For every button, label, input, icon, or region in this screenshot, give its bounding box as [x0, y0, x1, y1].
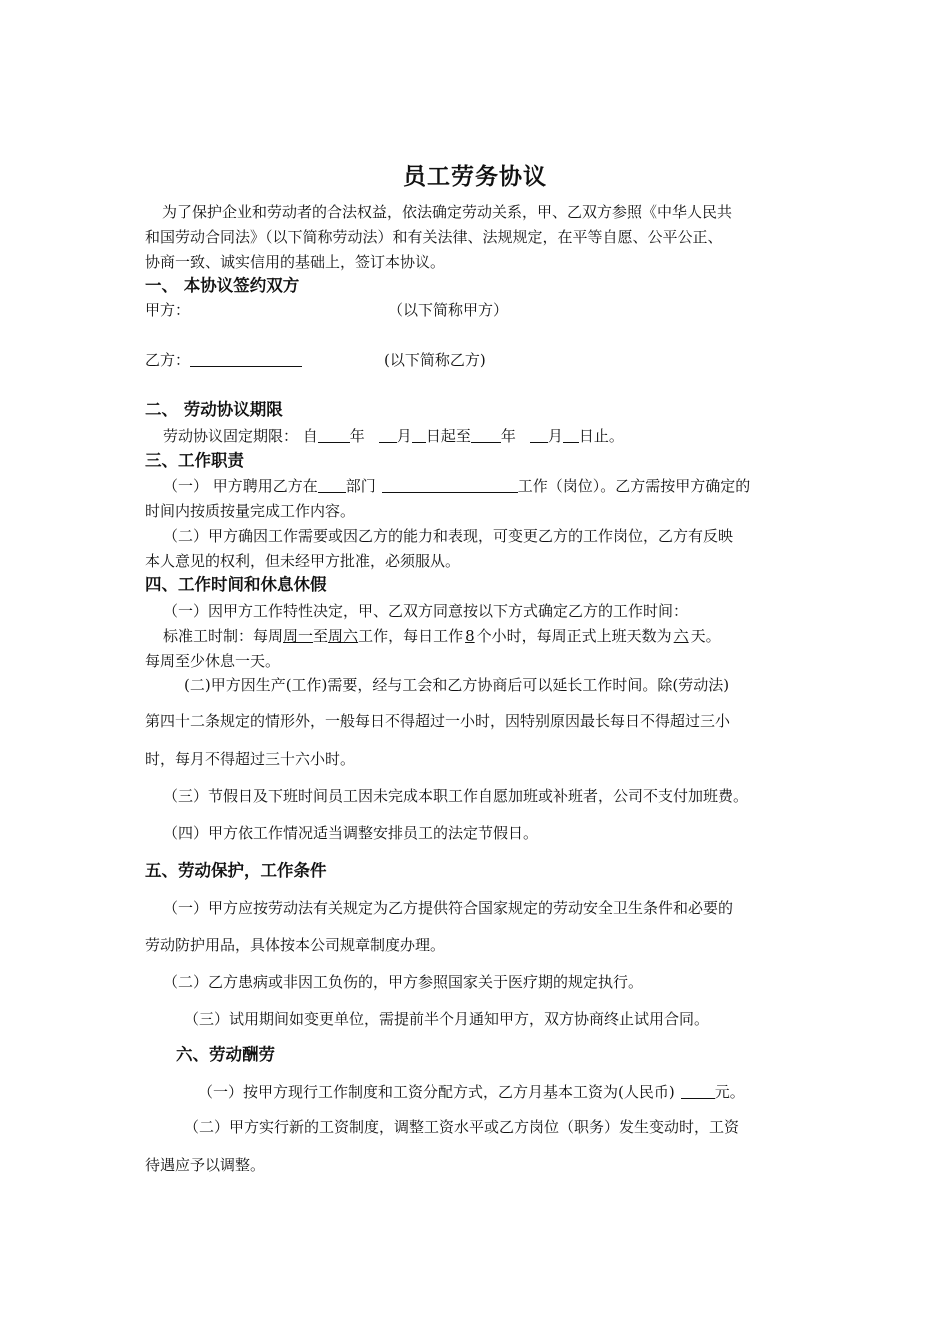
probation-line: （三）试用期间如变更单位，需提前半个月通知甲方，双方协商终止试用合同。 — [184, 1010, 710, 1028]
term-end-month-blank — [530, 427, 548, 443]
term-end-month-label: 月 — [547, 427, 563, 445]
term-year-label: 年 — [349, 427, 365, 445]
intro-line-3: 协商一致、诚实信用的基础上，签订本协议。 — [145, 253, 446, 271]
section-5-heading: 五、劳动保护，工作条件 — [145, 861, 327, 880]
party-a-label: 甲方： — [145, 301, 191, 319]
department-blank — [318, 477, 346, 493]
salary-blank — [681, 1083, 715, 1099]
protection-line-1: （一）甲方应按劳动法有关规定为乙方提供符合国家规定的劳动安全卫生条件和必要的 — [163, 899, 734, 917]
party-a-note: （以下简称甲方） — [388, 301, 509, 319]
weekly-days-label: 个小时，每周正式上班天数为 — [476, 627, 672, 645]
section-2-heading: 二、 劳动协议期限 — [145, 400, 283, 419]
salary-line-1 — [198, 1082, 745, 1102]
term-end-day-blank — [563, 427, 579, 443]
term-from-label: 劳动协议固定期限： 自 — [163, 427, 318, 445]
intro-line-1: 为了保护企业和劳动者的合法权益，依法确定劳动关系，甲、乙双方参照《中华人民共 — [162, 203, 733, 221]
duty-text-b: 部门 — [345, 477, 376, 495]
days-unit: 天。 — [690, 627, 721, 645]
term-end-day-label: 日止。 — [578, 427, 624, 445]
overtime-line-2: 第四十二条规定的情形外，一般每日不得超过一小时，因特别原因最长每日不得超过三小 — [145, 712, 731, 730]
duty-text-a: （一） 甲方聘用乙方在 — [163, 477, 318, 495]
term-start-month-blank — [379, 427, 397, 443]
hours-line-2 — [163, 626, 721, 646]
position-blank — [382, 477, 518, 493]
protection-line-2: 劳动防护用品，具体按本公司规章制度办理。 — [145, 936, 446, 954]
term-start-year-blank — [318, 427, 350, 443]
term-start-day-blank — [412, 427, 426, 443]
term-to-label: 日起至 — [425, 427, 471, 445]
overtime-line-3: 时，每月不得超过三十六小时。 — [145, 750, 356, 768]
salary-line-3: 待遇应予以调整。 — [145, 1156, 266, 1174]
hours-line-3: 每周至少休息一天。 — [145, 652, 281, 670]
party-b-note: (以下简称乙方) — [384, 351, 486, 369]
work-start-day: 周一 — [283, 627, 314, 645]
weekly-days-value: 六 — [673, 627, 689, 645]
duty-line-1 — [163, 476, 750, 496]
party-b-label: 乙方： — [145, 351, 191, 369]
section-4-heading: 四、工作时间和休息休假 — [145, 575, 327, 594]
overtime-line-1: (二)甲方因生产(工作)需要，经与工会和乙方协商后可以延长工作时间。除(劳动法) — [184, 676, 730, 694]
hours-line-1: （一）因甲方工作特性决定，甲、乙双方同意按以下方式确定乙方的工作时间： — [163, 602, 689, 620]
term-end-year-blank — [471, 427, 501, 443]
salary-unit: 元。 — [714, 1083, 745, 1101]
medical-line: （二）乙方患病或非因工负伤的，甲方参照国家关于医疗期的规定执行。 — [163, 973, 644, 991]
to-label: 至 — [313, 627, 329, 645]
duty-text-c: 工作（岗位）。乙方需按甲方确定的 — [517, 477, 751, 495]
duty-line-3: （二）甲方确因工作需要或因乙方的能力和表现，可变更乙方的工作岗位，乙方有反映 — [163, 527, 734, 545]
intro-line-2: 和国劳动合同法》（以下简称劳动法）和有关法律、法规规定，在平等自愿、公平公正、 — [145, 228, 723, 246]
section-1-heading: 一、 本协议签约双方 — [145, 276, 300, 295]
salary-text: （一）按甲方现行工作制度和工资分配方式，乙方月基本工资为(人民币) — [198, 1083, 675, 1101]
holiday-overtime-line: （三）节假日及下班时间员工因未完成本职工作自愿加班或补班者，公司不支付加班费。 — [163, 787, 749, 805]
holiday-adjust-line: （四）甲方依工作情况适当调整安排员工的法定节假日。 — [163, 824, 539, 842]
section-6-heading: 六、劳动酬劳 — [176, 1045, 275, 1064]
duty-line-2: 时间内按质按量完成工作内容。 — [145, 502, 356, 520]
term-line — [163, 426, 624, 446]
duty-line-4: 本人意见的权利，但未经甲方批准，必须服从。 — [145, 552, 461, 570]
daily-hours-label: 工作，每日工作 — [358, 627, 464, 645]
work-end-day: 周六 — [328, 627, 359, 645]
standard-hours-label: 标准工时制：每周 — [163, 627, 284, 645]
section-3-heading: 三、工作职责 — [145, 451, 244, 470]
daily-hours-value: 8 — [465, 627, 475, 645]
term-month-label: 月 — [396, 427, 412, 445]
party-b-blank — [190, 351, 302, 367]
party-b-line — [145, 350, 302, 370]
salary-line-2: （二）甲方实行新的工资制度，调整工资水平或乙方岗位（职务）发生变动时，工资 — [184, 1118, 740, 1136]
term-end-year-label: 年 — [500, 427, 516, 445]
document-title: 员工劳务协议 — [403, 164, 547, 190]
